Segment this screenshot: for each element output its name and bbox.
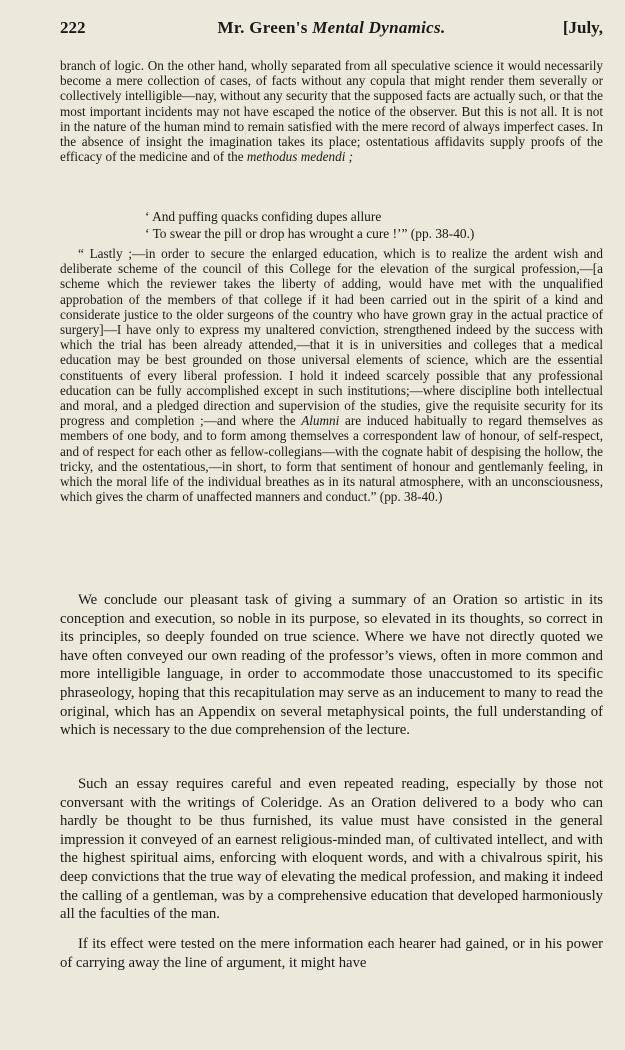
running-title (60, 18, 603, 38)
italic-word: Alumni (301, 413, 340, 429)
quote-paragraph-lastly (60, 246, 603, 504)
paragraph-text: We conclude our pleasant task of giving a summary of an Oration so artistic in its conception and execution, so noble in its purpose, so elevated in its thoughts, so correct in its principles, so deeply founded on true science. Where we have not directly quoted we have often conveyed our own reading of the professor’s views, often in more common and more intelligible language, in order to accommodate those unaccustomed to its specific phraseology, hoping that this recapitulation may serve as an inducement to many to read the original, which has an Appendix on several metaphysical points, the full understanding of which is necessary to the due comprehension of the lecture. (60, 592, 603, 739)
paragraph-text: are induced habitually to regard themselves as members of one body, and to form among themselves a correspondent law of honour, of self-respect, and of respect for each other as fellow-collegians—with the cognate habit of despising the hollow, the tricky, and the ostentatious,—in short, to form that sentiment of honour and gentlemanly feeling, in which the moral life of the individual breathes as in its natural atmosphere, with an unconsciousness, which gives the charm of unaffected manners and conduct.” (pp. 38-40.) (60, 413, 603, 505)
verse-quotation (145, 208, 603, 242)
verse-line: ‘ And puffing quacks confiding dupes allure (145, 209, 382, 224)
page-number: 222 (60, 18, 86, 37)
running-header (60, 18, 603, 42)
running-title-author: Mr. Green's (217, 18, 308, 37)
paragraph-text: branch of logic. On the other hand, wholly separated from all speculative science it would necessarily become a mere collection of cases, of facts without any copula that might render them severally or collectively intelligible—nay, without any security that the supposed facts are actually such, or that the most important incidents may not have escaped the notice of the observer. But this is not all. It is not in the nature of the human mind to remain satisfied with the mere record of always imperfect cases. In the absence of insight the imagination takes its place; ostentatious affidavits supply proofs of the efficacy of the medicine and of the (60, 58, 603, 165)
running-title-work: Mental Dynamics. (312, 18, 446, 37)
verse-line: ‘ To swear the pill or drop has wrought a cure !’” (pp. 38-40.) (145, 226, 475, 241)
paragraph-text: “ Lastly ;—in order to secure the enlarged education, which is to realize the ardent wish and deliberate scheme of the council of this College for the elevation of the surgical profession,—[a scheme which the reviewer takes the liberty of adding, would have met with the unqualified approbation of the members of that college if it had been carried out in the spirit of a kind and considerate justice to the older surgeons of the country who have grown gray in the actual practice of surgery]—I have only to express my unaltered conviction, strengthened indeed by the success with which the trial has been already attended,—that it is in universities and colleges that a medical education may be best grounded on those universal elements of science, which are the essential constituents of every liberal profession. I hold it indeed scarcely possible that any professional education can be fully accomplished except in such institutions;—where discipline both intellectual and moral, and a pledged direction and supervision of the studies, give the requisite security for its progress and completion ;—and where the (60, 246, 603, 429)
body-paragraph-conclusion (60, 591, 603, 740)
body-paragraph-effect (60, 935, 603, 972)
issue-date: [July, (562, 18, 603, 37)
quote-paragraph-continued (60, 58, 603, 164)
paragraph-text: If its effect were tested on the mere information each hearer had gained, or in his power of carrying away the line of argument, it might have (60, 936, 603, 971)
italic-phrase: methodus medendi ; (246, 149, 354, 165)
paragraph-text: Such an essay requires careful and even repeated reading, especially by those not conversant with the writings of Coleridge. As an Oration delivered to a body who can hardly be thought to be thus furnished, its value must have consisted in the general impression it conveyed of an earnest religious-minded man, of cultivated intellect, and with the highest spiritual aims, enforcing with eloquent words, and with a chivalrous spirit, his deep convictions that the true way of elevating the medical profession, and making it indeed the calling of a gentleman, was by a comprehensive education that developed harmoniously all the faculties of the man. (60, 776, 603, 923)
body-paragraph-essay (60, 775, 603, 924)
